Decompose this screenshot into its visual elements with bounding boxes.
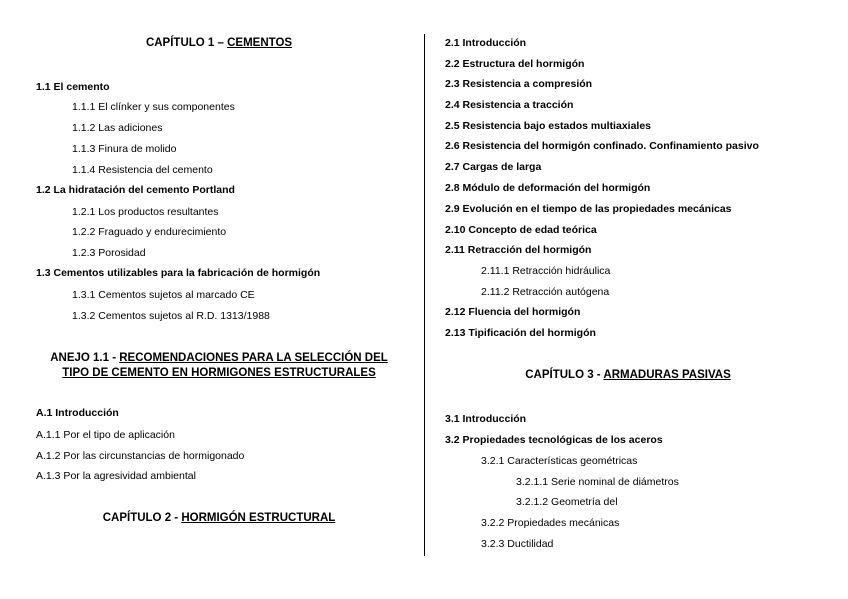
section-1-2: 1.2 La hidratación del cemento Portland (36, 184, 235, 196)
section-2-4: 2.4 Resistencia a tracción (445, 99, 574, 111)
section-a-1-1: A.1.1 Por el tipo de aplicación (36, 429, 175, 441)
chapter-2-heading (36, 513, 402, 525)
section-1-1-3: 1.1.3 Finura de molido (72, 143, 177, 155)
annex-title-line2: TIPO DE CEMENTO EN HORMIGONES ESTRUCTURALES (62, 367, 376, 379)
section-3-1: 3.1 Introducción (445, 413, 527, 425)
section-1-1-1: 1.1.1 El clínker y sus componentes (72, 101, 235, 113)
chapter-3-heading (445, 370, 811, 382)
section-2-13: 2.13 Tipificación del hormigón (445, 327, 596, 339)
section-2-9: 2.9 Evolución en el tiempo de las propiedades mecánicas (445, 203, 732, 215)
section-2-11-2: 2.11.2 Retracción autógena (481, 286, 610, 298)
section-1-3-2: 1.3.2 Cementos sujetos al R.D. 1313/1988 (72, 310, 270, 322)
section-2-11-1: 2.11.1 Retracción hidráulica (481, 265, 611, 277)
section-3-2-1-2: 3.2.1.2 Geometría del (516, 496, 618, 508)
section-3-2-3: 3.2.3 Ductilidad (481, 538, 554, 550)
chapter-1-title: CEMENTOS (227, 37, 293, 49)
section-2-12: 2.12 Fluencia del hormigón (445, 306, 581, 318)
section-2-5: 2.5 Resistencia bajo estados multiaxiales (445, 120, 652, 132)
section-1-2-1: 1.2.1 Los productos resultantes (72, 206, 219, 218)
chapter-1-heading (36, 38, 402, 50)
annex-1-1-heading (36, 351, 402, 381)
section-1-3: 1.3 Cementos utilizables para la fabricación de hormigón (36, 267, 321, 279)
section-2-6: 2.6 Resistencia del hormigón confinado. Confinamiento pasivo (445, 140, 759, 152)
section-1-3-1: 1.3.1 Cementos sujetos al marcado CE (72, 289, 255, 301)
section-2-3: 2.3 Resistencia a compresión (445, 78, 593, 90)
annex-prefix: ANEJO 1.1 - (50, 352, 120, 364)
section-2-8: 2.8 Módulo de deformación del hormigón (445, 182, 651, 194)
chapter-3-title: ARMADURAS PASIVAS (603, 369, 731, 381)
section-2-11: 2.11 Retracción del hormigón (445, 244, 592, 256)
chapter-1-prefix: CAPÍTULO 1 – (145, 37, 228, 49)
section-a-1-2: A.1.2 Por las circunstancias de hormigonado (36, 450, 245, 462)
section-3-2-1-1: 3.2.1.1 Serie nominal de diámetros (516, 476, 679, 488)
section-3-2-1: 3.2.1 Características geométricas (481, 455, 638, 467)
section-3-2-2: 3.2.2 Propiedades mecánicas (481, 517, 620, 529)
section-1-2-3: 1.2.3 Porosidad (72, 247, 146, 259)
chapter-2-title: HORMIGÓN ESTRUCTURAL (181, 512, 336, 524)
section-1-1-2: 1.1.2 Las adiciones (72, 122, 163, 134)
section-1-1-4: 1.1.4 Resistencia del cemento (72, 164, 213, 176)
section-2-1: 2.1 Introducción (445, 37, 527, 49)
chapter-3-prefix: CAPÍTULO 3 - (525, 369, 604, 381)
section-1-1: 1.1 El cemento (36, 81, 110, 93)
section-a-1-3: A.1.3 Por la agresividad ambiental (36, 470, 196, 482)
section-1-2-2: 1.2.2 Fraguado y endurecimiento (72, 226, 227, 238)
section-a-1: A.1 Introducción (36, 407, 119, 419)
column-divider (424, 34, 425, 556)
section-2-2: 2.2 Estructura del hormigón (445, 58, 585, 70)
section-2-7: 2.7 Cargas de larga (445, 161, 542, 173)
section-2-10: 2.10 Concepto de edad teórica (445, 224, 597, 236)
section-3-2: 3.2 Propiedades tecnológicas de los aceros (445, 434, 663, 446)
chapter-2-prefix: CAPÍTULO 2 - (102, 512, 182, 524)
annex-title-line1: RECOMENDACIONES PARA LA SELECCIÓN DEL (119, 352, 388, 364)
